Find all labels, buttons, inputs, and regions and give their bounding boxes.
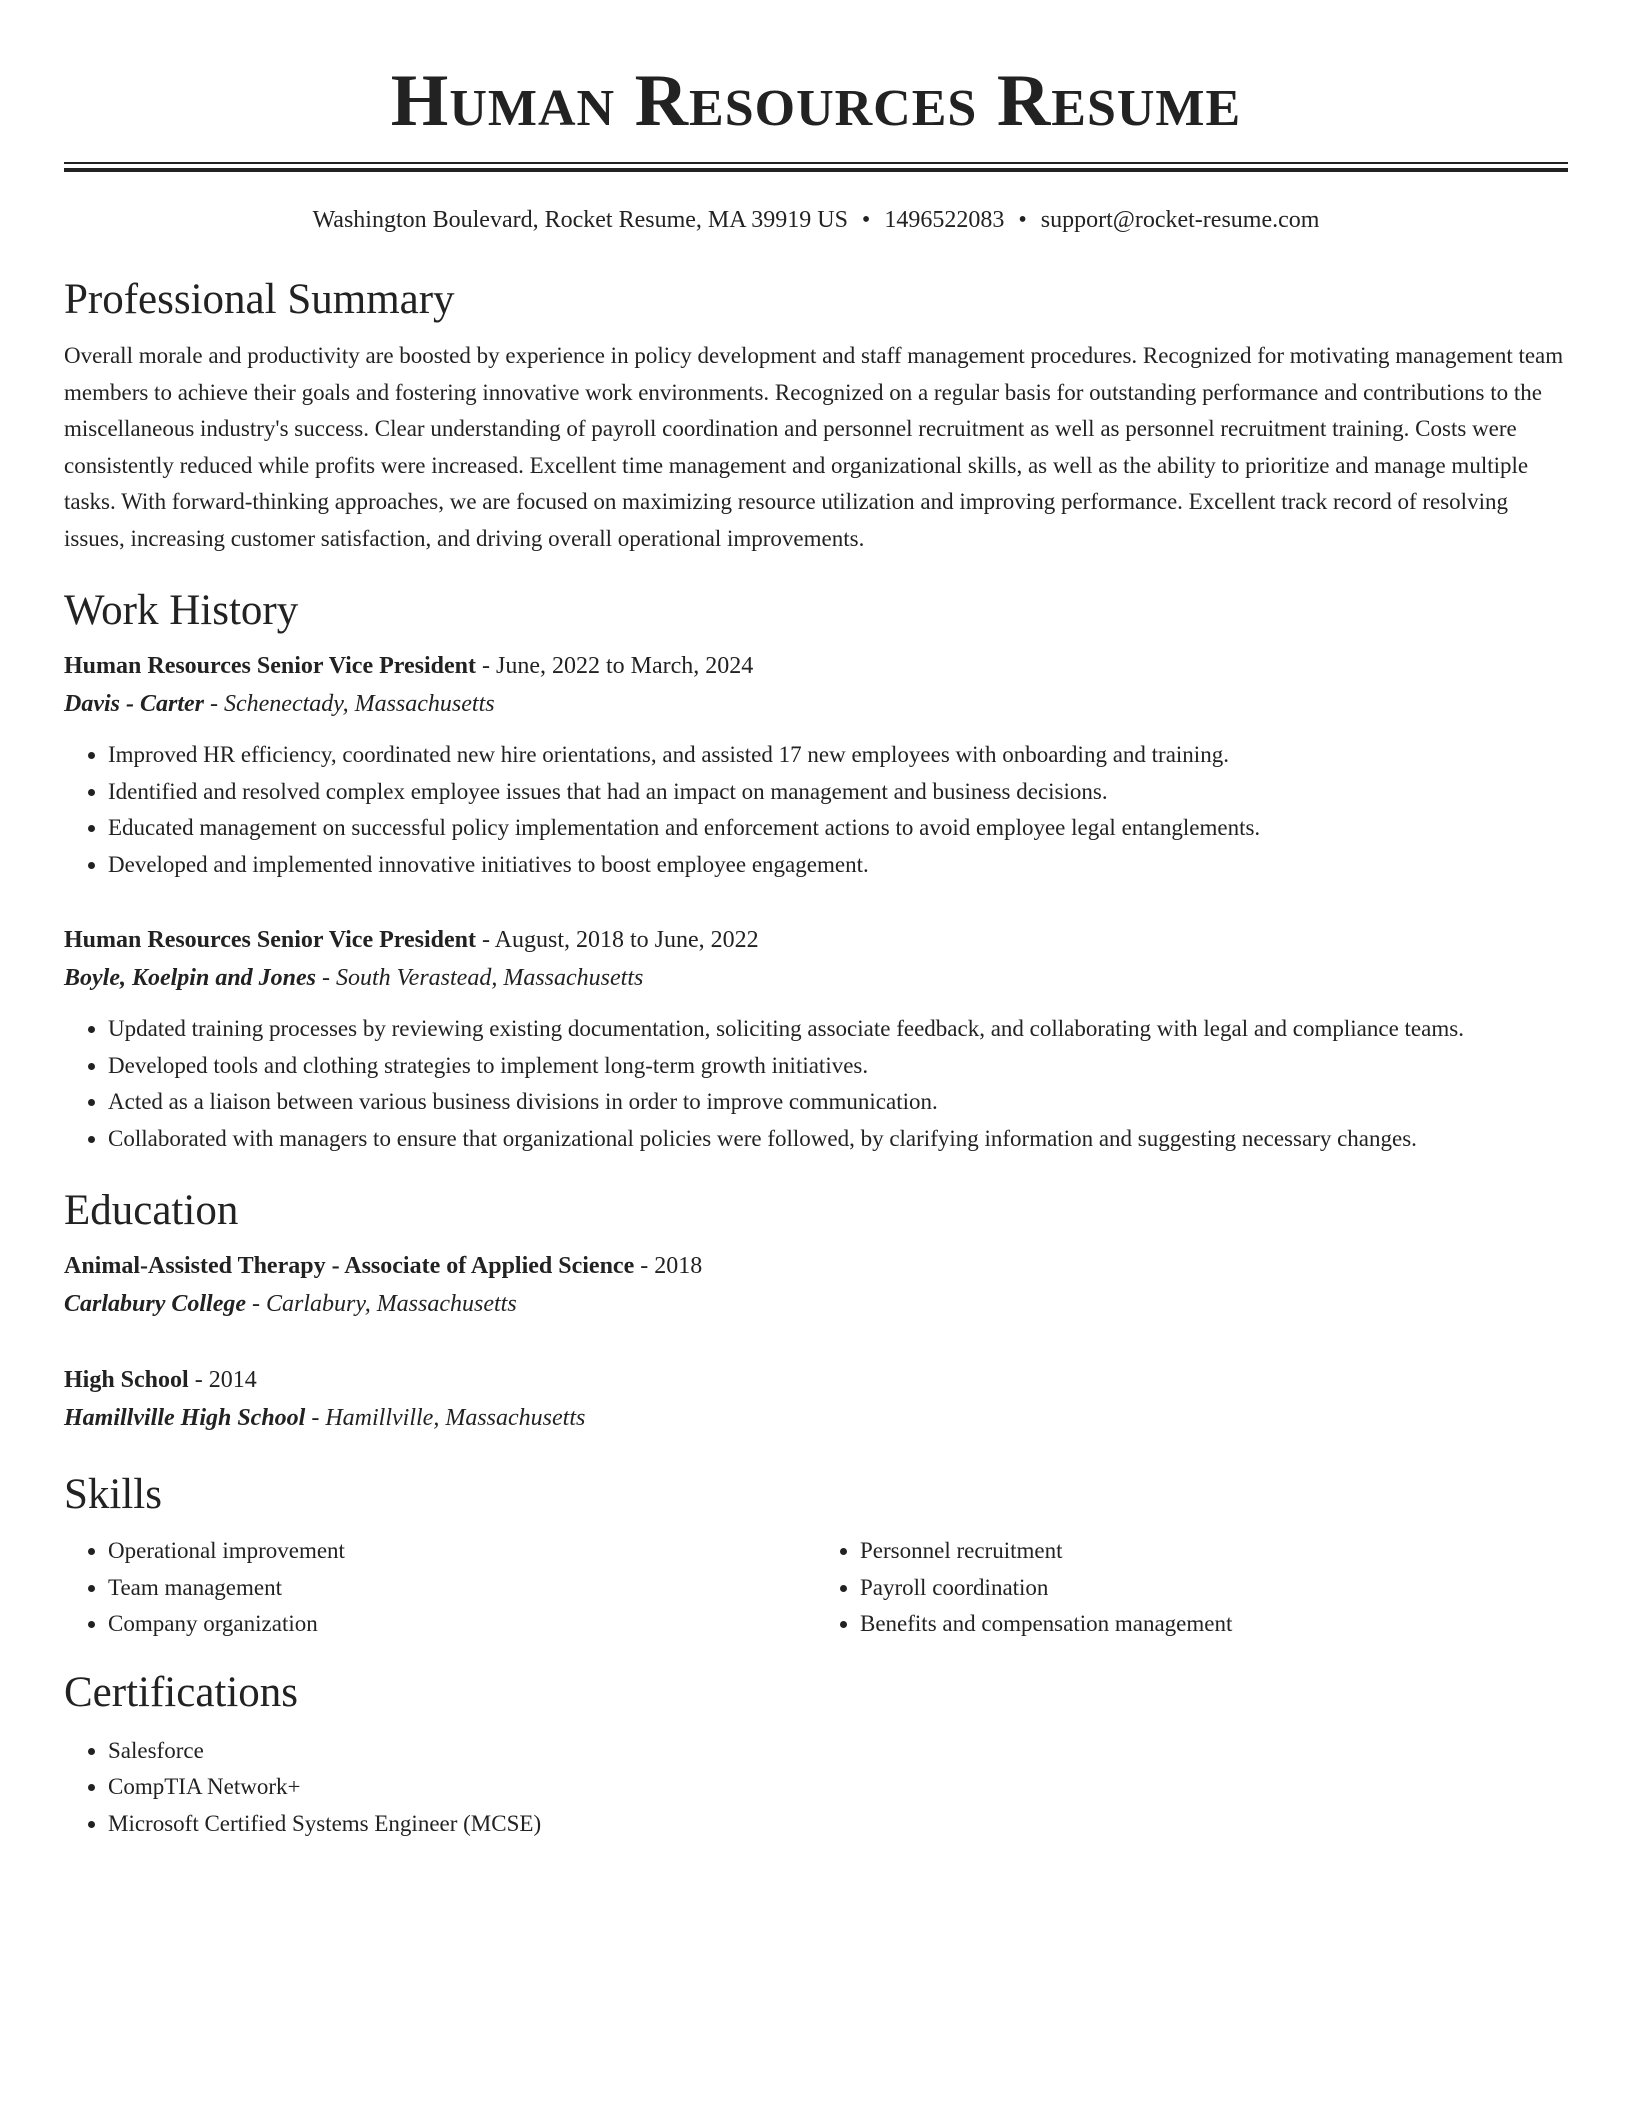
job-location: - Schenectady, Massachusetts xyxy=(204,691,495,717)
section-heading-work-history: Work History xyxy=(64,587,299,634)
certification-item: • CompTIA Network+ xyxy=(108,1769,1568,1806)
list-item: • Developed and implemented innovative initiatives to boost employee engagement. xyxy=(108,847,1568,884)
job-title: Human Resources Senior Vice President xyxy=(64,927,476,953)
list-item: • Acted as a liaison between various business divisions in order to improve communication. xyxy=(108,1084,1568,1121)
school-name: Carlabury College xyxy=(64,1291,247,1317)
summary-text: Overall morale and productivity are boosted by experience in policy development and staff management procedures. Recognized for motivating management team members to achieve their goals and fostering innovative work environments. Recognized on a regular basis for outstanding performance and contributions to the miscellaneous industry's success. Clear understanding of payroll coordination and personnel recruitment as well as personnel recruitment training. Costs were consistently reduced while profits were increased. Excellent time management and organizational skills, as well as the ability to prioritize and manage multiple tasks. With forward-thinking approaches, we are focused on maximizing resource utilization and improving performance. Excellent track record of resolving issues, increasing customer satisfaction, and driving overall operational improvements. xyxy=(64,343,1564,551)
resume-page xyxy=(64,0,1568,1842)
skill-item: • Benefits and compensation management xyxy=(860,1606,1568,1643)
job-company: Boyle, Koelpin and Jones xyxy=(64,965,317,991)
education-header xyxy=(64,1361,1568,1399)
page-title: Human Resources Resume xyxy=(390,60,1242,142)
title-divider xyxy=(64,162,1568,172)
list-item: • Identified and resolved complex employee issues that had an impact on management and business decisions. xyxy=(108,774,1568,811)
skills-grid xyxy=(64,1533,1568,1643)
education-entry xyxy=(64,1361,1568,1437)
job-entry xyxy=(64,921,1568,1157)
certifications-list xyxy=(64,1733,1568,1843)
job-company-line xyxy=(64,685,1568,723)
section-heading-certifications: Certifications xyxy=(64,1668,299,1716)
job-header xyxy=(64,921,1568,959)
school-name: Hamillville High School xyxy=(64,1405,306,1431)
address: Washington Boulevard, Rocket Resume, MA 39919 US xyxy=(312,207,848,233)
list-item: • Educated management on successful policy implementation and enforcement actions to avoid employee legal entanglements. xyxy=(108,810,1568,847)
section-heading-education: Education xyxy=(64,1187,239,1234)
skill-item: • Personnel recruitment xyxy=(860,1533,1568,1570)
skills-column-right xyxy=(816,1533,1568,1643)
list-item: • Collaborated with managers to ensure that organizational policies were followed, by clarifying information and suggesting necessary changes. xyxy=(108,1121,1568,1158)
job-dates: - June, 2022 to March, 2024 xyxy=(475,653,754,679)
contact-line xyxy=(64,204,1568,236)
section-heading-skills: Skills xyxy=(64,1471,162,1518)
skills-column-left xyxy=(64,1533,816,1643)
contact-separator: • xyxy=(1018,207,1027,233)
education-entry xyxy=(64,1247,1568,1323)
job-company-line xyxy=(64,959,1568,997)
skill-item: • Payroll coordination xyxy=(860,1570,1568,1607)
list-item: • Developed tools and clothing strategies to implement long-term growth initiatives. xyxy=(108,1048,1568,1085)
job-entry xyxy=(64,647,1568,883)
job-dates: - August, 2018 to June, 2022 xyxy=(475,927,759,953)
section-heading-summary: Professional Summary xyxy=(64,276,455,323)
skill-item: • Operational improvement xyxy=(108,1533,816,1570)
email: support@rocket-resume.com xyxy=(1040,207,1320,233)
education-school-line xyxy=(64,1399,1568,1437)
skill-item: • Company organization xyxy=(108,1606,816,1643)
degree: Animal-Assisted Therapy - Associate of Applied Science xyxy=(64,1253,635,1279)
degree: High School xyxy=(64,1367,189,1393)
skill-item: • Team management xyxy=(108,1570,816,1607)
education-year: - 2018 xyxy=(634,1253,703,1279)
education-header xyxy=(64,1247,1568,1285)
phone: 1496522083 xyxy=(884,207,1005,233)
job-bullets xyxy=(64,1011,1568,1157)
job-bullets xyxy=(64,737,1568,883)
job-company: Davis - Carter xyxy=(64,691,204,717)
contact-separator: • xyxy=(861,207,871,233)
job-location: - South Verastead, Massachusetts xyxy=(316,965,644,991)
education-school-line xyxy=(64,1285,1568,1323)
list-item: • Updated training processes by reviewing existing documentation, soliciting associate feedback, and collaborating with legal and compliance teams. xyxy=(108,1011,1568,1048)
job-header xyxy=(64,647,1568,685)
education-year: - 2014 xyxy=(188,1367,257,1393)
school-location: - Hamillville, Massachusetts xyxy=(305,1405,586,1431)
list-item: • Improved HR efficiency, coordinated new hire orientations, and assisted 17 new employees with onboarding and training. xyxy=(108,737,1568,774)
certification-item: • Microsoft Certified Systems Engineer (MCSE) xyxy=(108,1806,1568,1843)
certification-item: • Salesforce xyxy=(108,1733,1568,1770)
job-title: Human Resources Senior Vice President xyxy=(64,653,476,679)
school-location: - Carlabury, Massachusetts xyxy=(246,1291,517,1317)
